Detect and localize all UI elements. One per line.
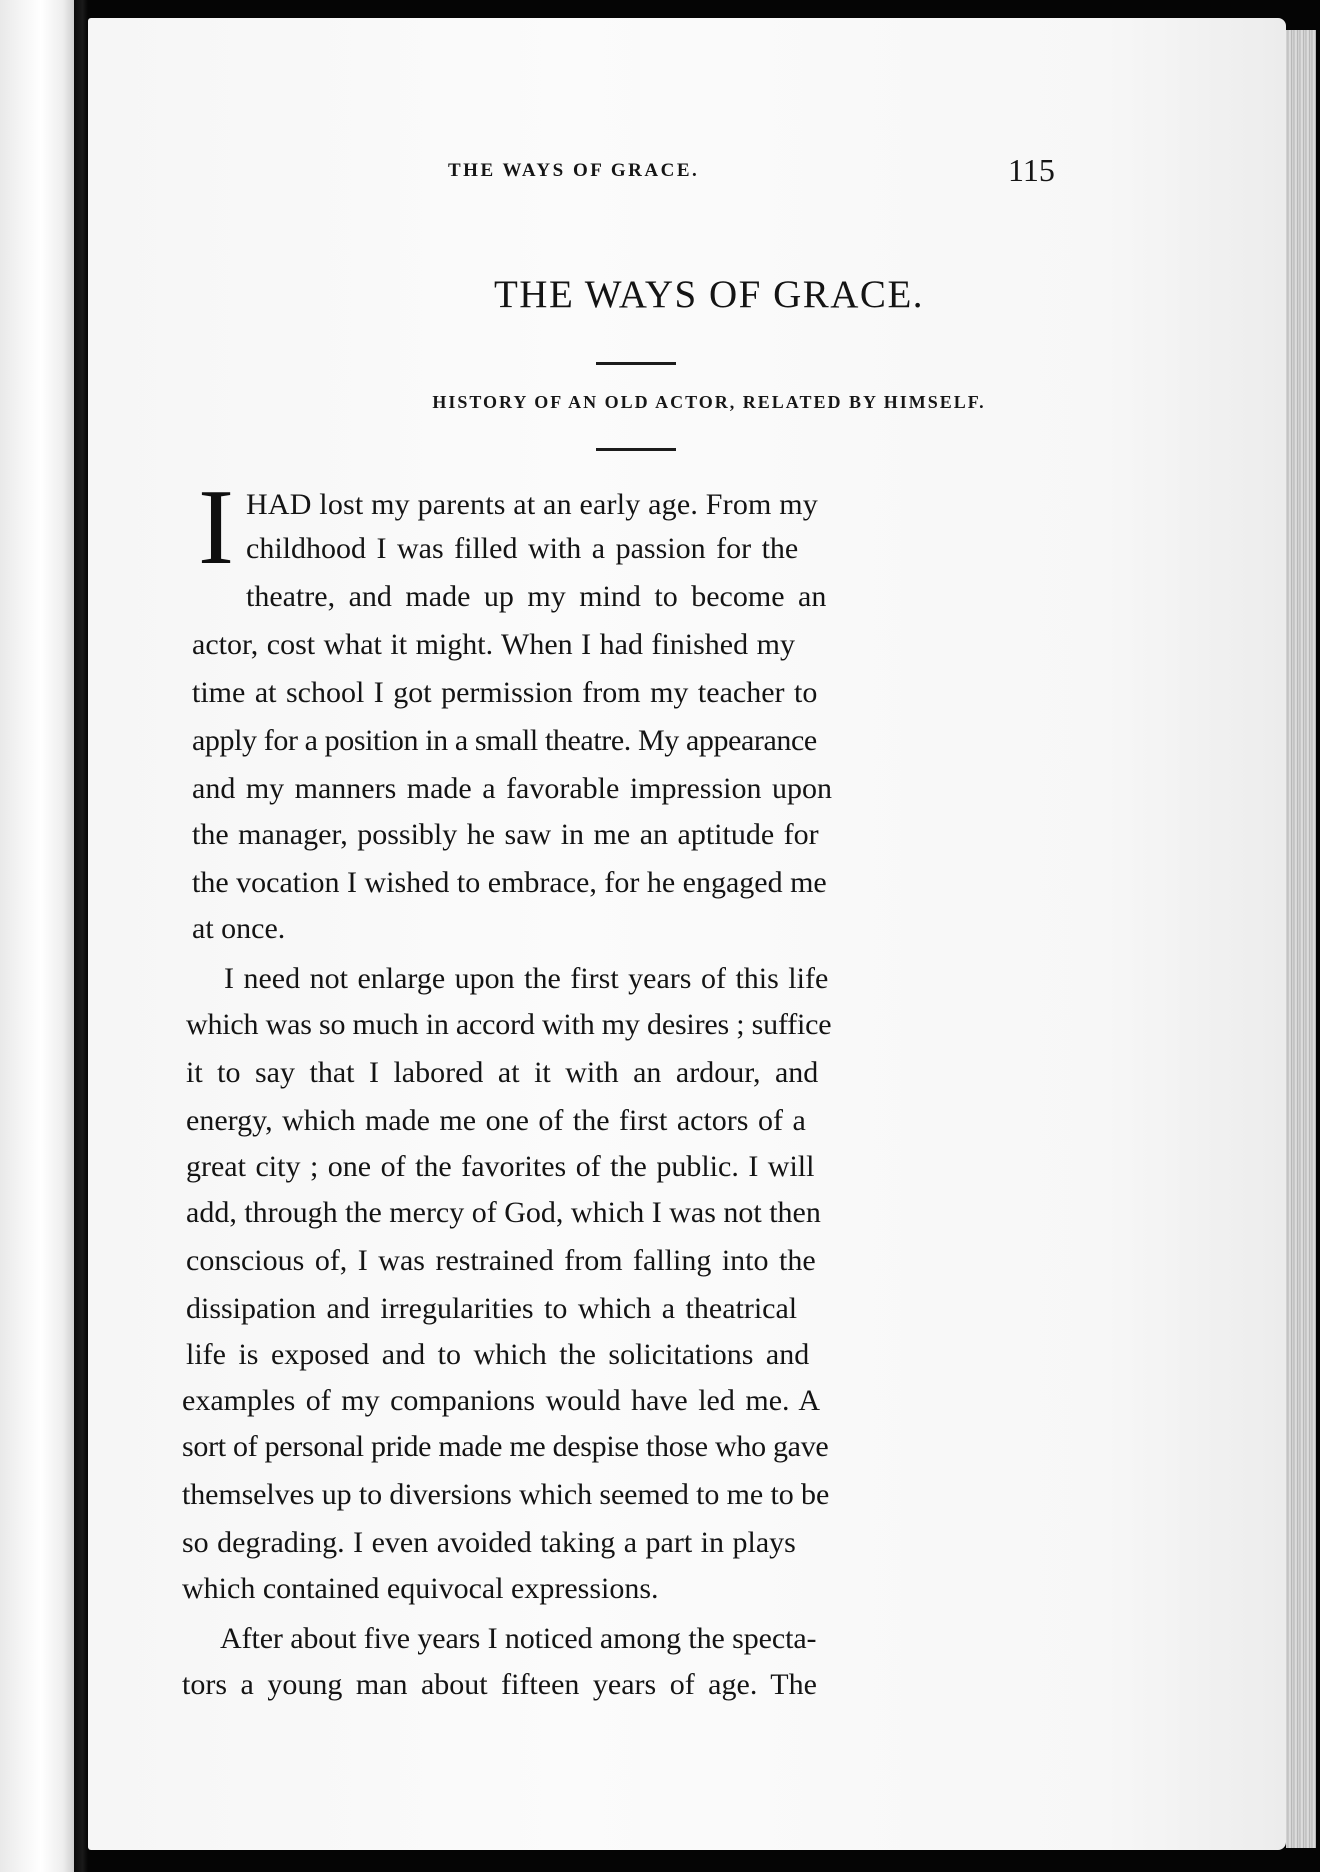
text-line: apply for a position in a small theatre. My appearance: [192, 724, 817, 757]
text-line: and my manners made a favorable impression upon: [192, 772, 832, 805]
running-title: THE WAYS OF GRACE.: [448, 160, 700, 181]
text-line: so degrading. I even avoided taking a part in plays: [182, 1526, 796, 1559]
text-line: themselves up to diversions which seemed to me to be: [182, 1478, 830, 1511]
page-block-edges: [1286, 30, 1316, 1848]
text-line: actor, cost what it might. When I had finished my: [192, 628, 795, 661]
title-rule-top: [596, 362, 676, 365]
text-line: it to say that I labored at it with an ardour, and: [186, 1056, 819, 1089]
text-line: which was so much in accord with my desires ; suffice: [186, 1008, 832, 1041]
text-line: at once.: [192, 912, 286, 945]
text-line: theatre, and made up my mind to become an: [246, 580, 827, 613]
text-line: sort of personal pride made me despise those who gave: [182, 1430, 829, 1463]
text-line: After about five years I noticed among the specta-: [220, 1622, 817, 1655]
text-line: conscious of, I was restrained from falling into the: [186, 1244, 816, 1277]
text-line: dissipation and irregularities to which a theatrical: [186, 1292, 798, 1325]
book-gutter: [74, 0, 88, 1872]
text-line: great city ; one of the favorites of the public. I will: [186, 1150, 815, 1183]
text-line: examples of my companions would have led me. A: [182, 1384, 821, 1417]
text-line: time at school I got permission from my teacher to: [192, 676, 818, 709]
drop-cap: I: [198, 468, 234, 587]
text-line: add, through the mercy of God, which I was not then: [186, 1196, 821, 1229]
text-line: the vocation I wished to embrace, for he engaged me: [192, 866, 827, 899]
page-number: 115: [1008, 152, 1055, 188]
chapter-subtitle: HISTORY OF AN OLD ACTOR, RELATED BY HIMSELF.: [432, 392, 986, 412]
book-page: [88, 18, 1286, 1850]
text-line: which contained equivocal expressions.: [182, 1572, 659, 1605]
text-line: energy, which made me one of the first actors of a: [186, 1104, 806, 1137]
title-rule-bottom: [596, 448, 676, 451]
text-line: tors a young man about fifteen years of age. The: [182, 1668, 817, 1701]
facing-page-edge: [0, 0, 74, 1872]
chapter-title: THE WAYS OF GRACE.: [493, 273, 925, 316]
text-line: the manager, possibly he saw in me an aptitude for: [192, 818, 819, 851]
text-line: childhood I was filled with a passion for the: [246, 532, 799, 565]
text-line: HAD lost my parents at an early age. From my: [246, 488, 819, 521]
text-line: life is exposed and to which the solicitations and: [186, 1338, 810, 1371]
text-line: I need not enlarge upon the first years of this life: [224, 962, 829, 995]
running-head: [88, 152, 1286, 196]
